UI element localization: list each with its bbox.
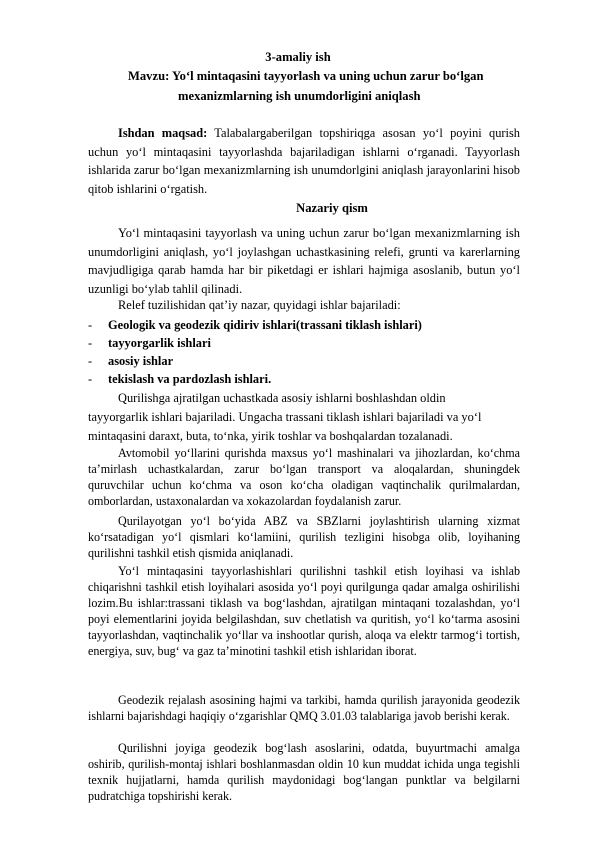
theory-heading: Nazariy qism <box>296 201 368 215</box>
list-item: - tayyorgarlik ishlari <box>88 336 211 350</box>
paragraph-2: Relef tuzilishidan qat’iy nazar, quyidagi ishlar bajariladi: <box>118 298 401 312</box>
paragraph-3-line-3: mintaqasini daraxt, buta, to‘nka, yirik toshlar va boshqalardan tozalanadi. <box>88 429 453 443</box>
paragraph-5: Qurilayotgan yo‘l bo‘yida ABZ va SBZlarni joylashtirish ularning xizmat ko‘rsatadigan yo‘l qismlari ko‘lamiini, qurilish tezligini hisobga olib, loyihaning qurilishni tashkil etish qismida aniqlanadi. <box>88 514 520 560</box>
document-title: 3-amaliy ish <box>265 50 331 64</box>
list-item: - tekislash va pardozlash ishlari. <box>88 372 272 386</box>
topic-line-1: Mavzu: Yo‘l mintaqasini tayyorlash va uning uchun zarur bo‘lgan <box>128 69 484 83</box>
list-item: - asosiy ishlar <box>88 354 174 368</box>
paragraph-4: Avtomobil yo‘llarini qurishda maxsus yo‘l mashinalari va jihozlardan, ko‘chma ta’mirlash uchastkalardan, zarur bo‘lgan transport va aloqalardan, shuningdek quruvchilar uchun ko‘chma va oson ko‘cha oladigan vaqtinchalik qurilmalardan, omborlardan, ustaxonalardan va xokazolardan foydalanish zarur. <box>88 446 520 508</box>
paragraph-7: Geodezik rejalash asosining hajmi va tarkibi, hamda qurilish jarayonida geodezik ishlarni bajarishdagi haqiqiy o‘zgarishlar QMQ 3.01.03 talablariga javob berishi kerak. <box>88 693 520 723</box>
paragraph-1: Yo‘l mintaqasini tayyorlash va uning uchun zarur bo‘lgan mexanizmlarning ish unumdorligini aniqlash, yo‘l joylashgan uchastkasining relefi, grunti va karerlarning mavjudligiga qarab hamda har bir piketdagi er ishlari hajmiga asoslanib, butun yo‘l uzunligi bo‘ylab tahlil qilinadi. <box>88 226 520 296</box>
list-item: - Geologik va geodezik qidiriv ishlari(trassani tiklash ishlari) <box>88 318 422 332</box>
topic-line-2: mexanizmlarning ish unumdorligini aniqlash <box>178 89 421 103</box>
paragraph-3-line-2: tayyorgarlik ishlari bajariladi. Ungacha trassani tiklash ishlari bajariladi va yo‘l <box>88 410 482 424</box>
paragraph-8: Qurilishni joyiga geodezik bog‘lash asoslarini, odatda, buyurtmachi amalga oshirib, qurilish-montaj ishlari boshlanmasdan oldin 10 kun muddat ichida unga tegishli texnik hujjatlarni, hamda qurilish maydonidagi bog‘langan punktlar va belgilarni pudratchiga topshirishi kerak. <box>88 741 520 803</box>
paragraph-3-line-1: Qurilishga ajratilgan uchastkada asosiy ishlarni boshlashdan oldin <box>118 391 446 405</box>
goal-label: Ishdan maqsad: <box>118 126 208 140</box>
goal-text: Talabalargaberilgan topshiriqga asosan yo‘l poyini qurish uchun yo‘l mintaqasini tayyorlashda bajariladigan ishlarni o‘rganadi. Tayyorlash ishlarida zarur bo‘lgan mexanizmlarning ish unumdorlgini aniqlash jarayonlarini hisob qitob ishlarini o‘rgatish. <box>88 126 520 196</box>
paragraph-6: Yo‘l mintaqasini tayyorlashishlari qurilishni tashkil etish loyihasi va ishlab chiqarishni tashkil etish loyihalari asosida yo‘l poyi qurilgunga qadar amalga oshirilishi lozim.Bu ishlar:trassani tiklash va bog‘lashdan, ajratilgan mintaqani tozalashdan, yo‘l poyi elementlarini joyida belgilashdan, suv chetlatish va quritish, yo‘l ko‘tarma asosini tayyorlashdan, vaqtinchalik yo‘llar va inshootlar qurish, aloqa va elektr tarmog‘i tortish, energiya, suv, bug‘ va gaz ta’minotini tashkil etish ishlaridan iborat. <box>88 564 520 658</box>
goal-paragraph <box>88 124 520 198</box>
